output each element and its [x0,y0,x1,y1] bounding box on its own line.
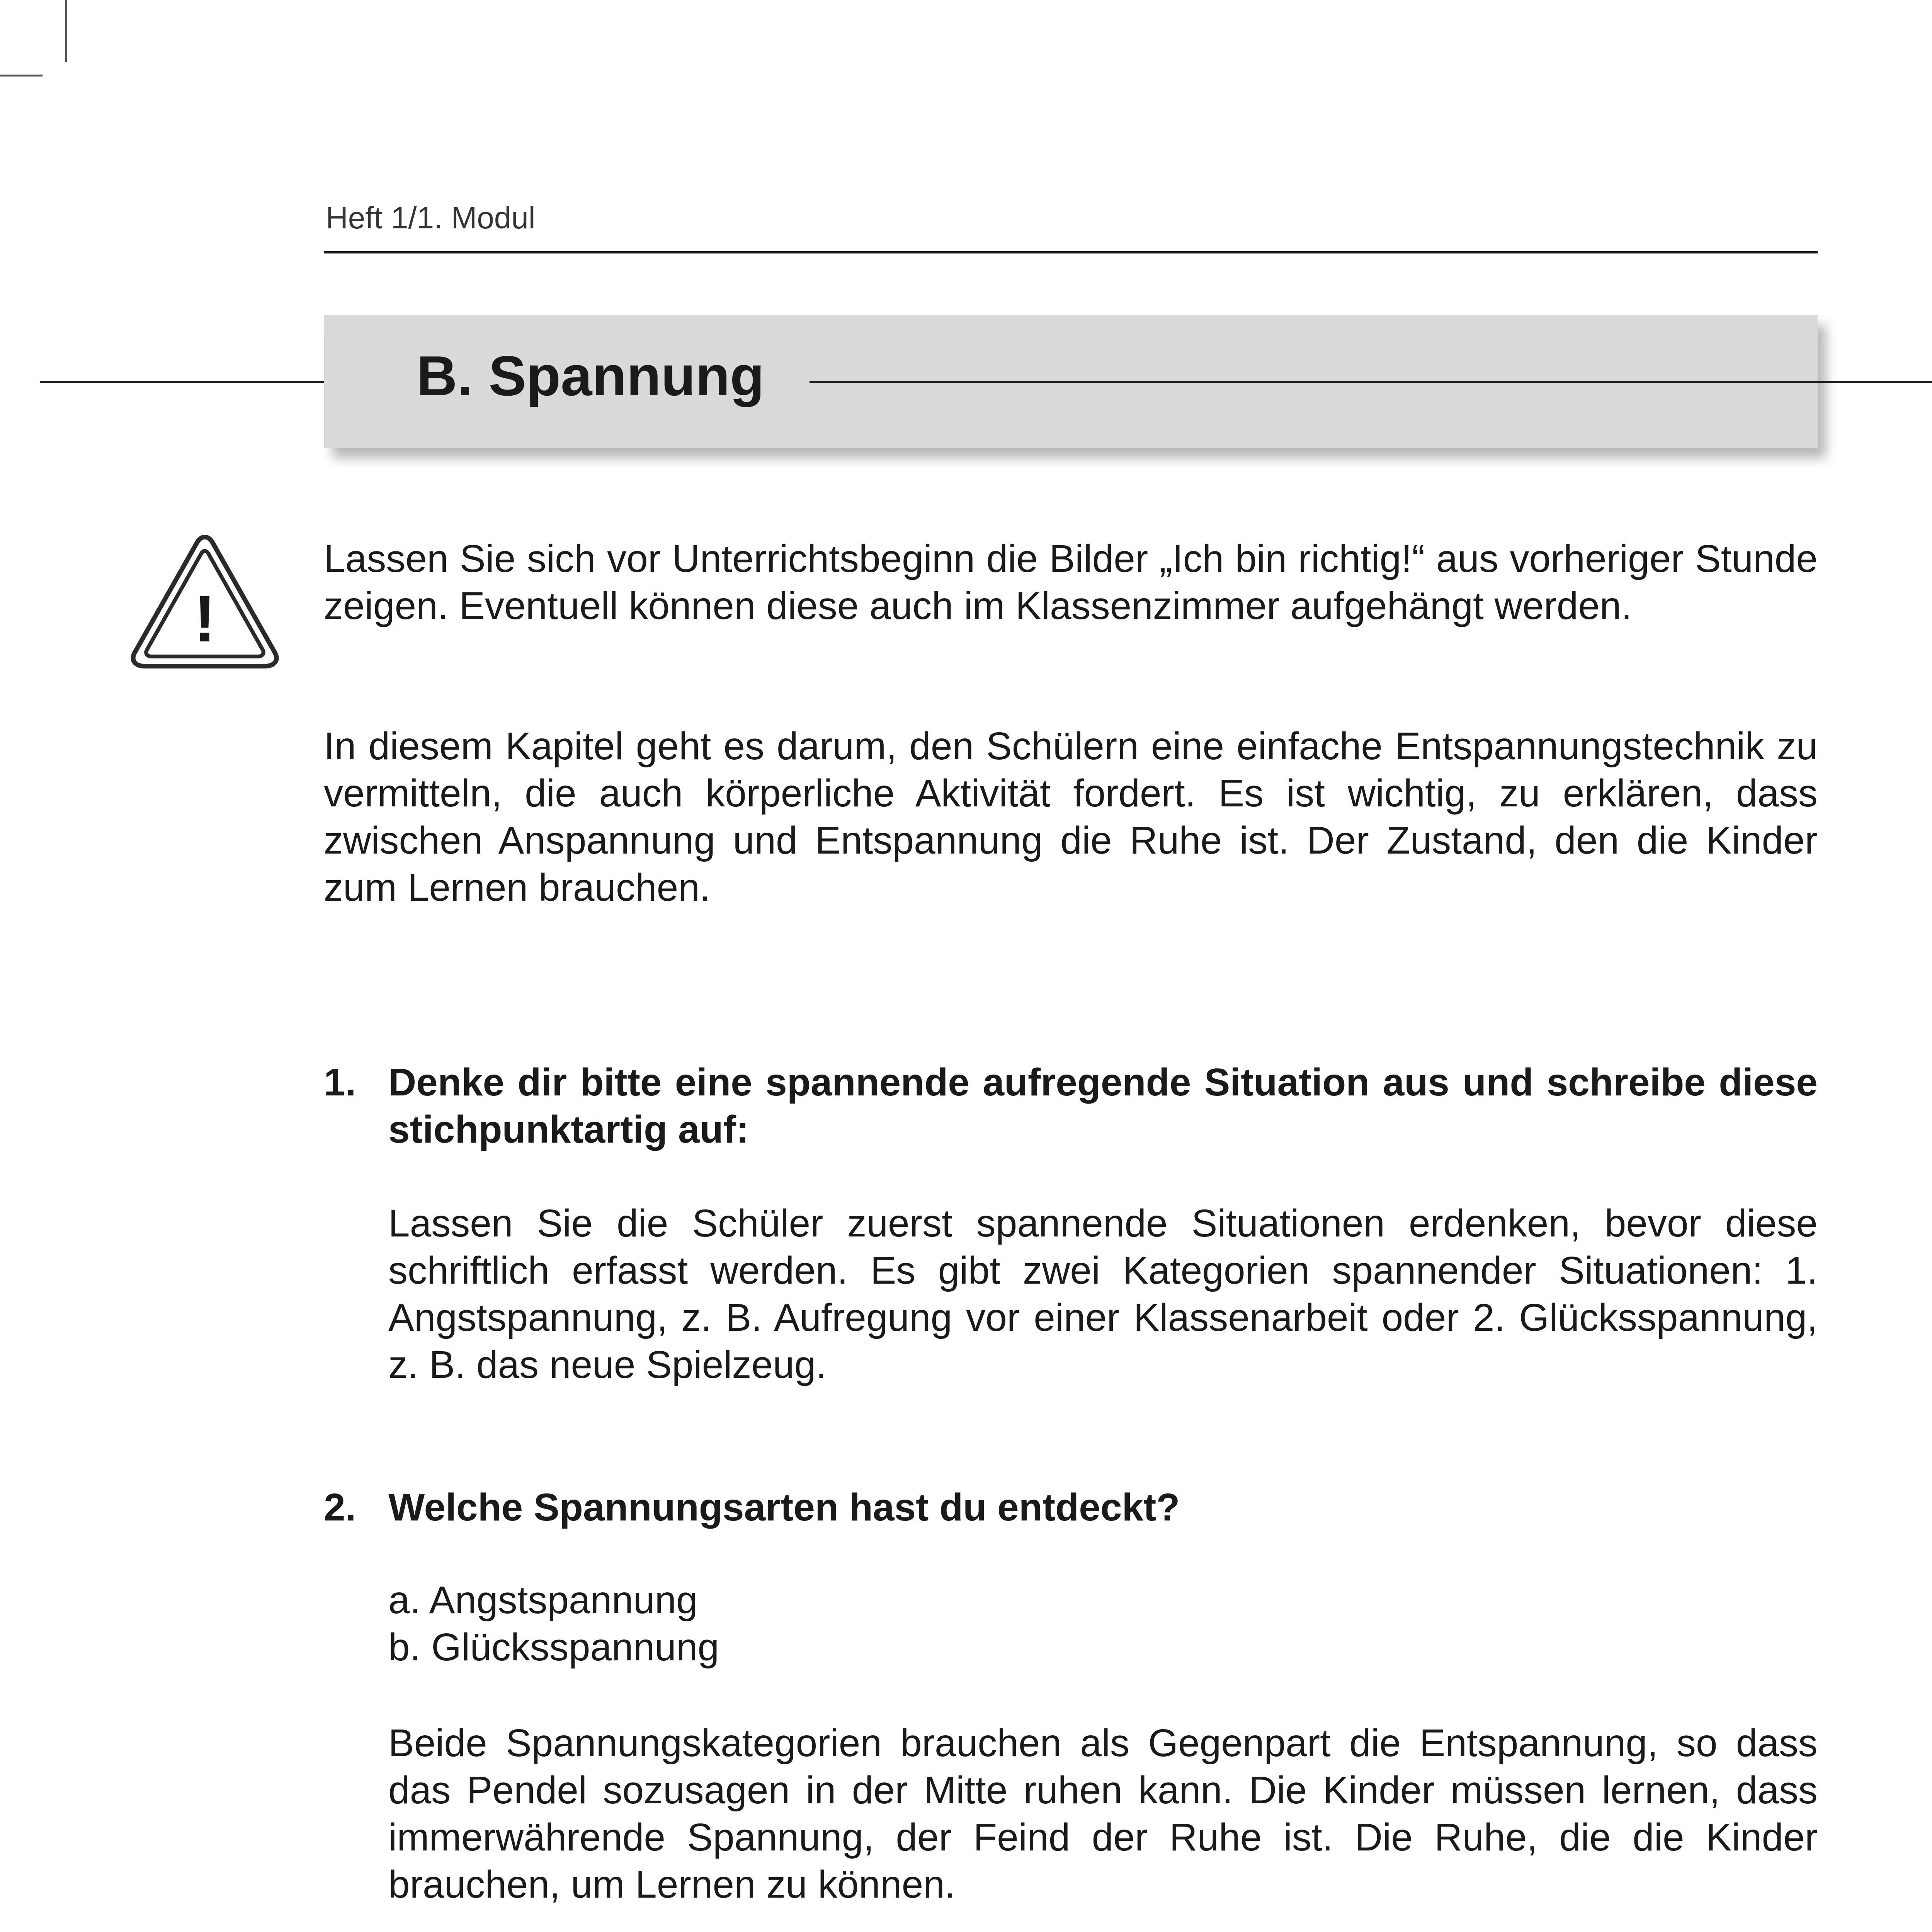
section-title: B. Spannung [417,344,765,407]
running-header: Heft 1/1. Modul [326,201,536,235]
question-text: Denke dir bitte eine spannende aufregende Situation aus und schreibe diese stichpunktartig auf: [388,1061,1818,1151]
crop-mark [0,75,43,77]
question-answer: Lassen Sie die Schüler zuerst spannende Situationen erdenken, bevor diese schriftlich erfasst werden. Es gibt zwei Kategorien spannender Situationen: 1. Angstspannung, z. B. Aufregung vor einer Klassenarbeit oder 2. Glücksspannung, z. B. das neue Spielzeug. [388,1202,1818,1386]
question-answer: Beide Spannungskategorien brauchen als Gegenpart die Entspannung, so dass das Pendel sozusagen in der Mitte ruhen kann. Die Kinder müssen lernen, dass immerwährende Spannung, der Feind der Ruhe ist. Die Ruhe, die die Kinder brauchen, um Lernen zu können. [388,1721,1818,1906]
header-rule [324,251,1818,253]
answer-option: a. Angstspannung [388,1578,698,1622]
question-number: 2. [324,1486,356,1529]
question-number: 1. [324,1061,356,1104]
section-rule-right [810,381,1932,383]
warning-icon [128,529,282,672]
svg-text:!: ! [194,582,216,656]
intro-paragraph: Lassen Sie sich vor Unterrichtsbeginn die Bilder „Ich bin richtig!“ aus vorheriger Stunde zeigen. Eventuell können diese auch im Klassenzimmer aufgehängt werden. [324,537,1818,628]
crop-mark [65,0,67,62]
answer-option: b. Glücksspannung [388,1626,719,1669]
answer-options [388,1577,1818,1671]
intro-paragraph: In diesem Kapitel geht es darum, den Schülern eine einfache Entspannungstechnik zu vermitteln, die auch körperliche Aktivität fordert. Es ist wichtig, zu erklären, dass zwischen Anspannung und Entspannung die Ruhe ist. Der Zustand, den die Kinder zum Lernen brauchen. [324,724,1818,909]
section-rule-left [40,381,349,383]
question-text: Welche Spannungsarten hast du entdeckt? [388,1486,1180,1529]
